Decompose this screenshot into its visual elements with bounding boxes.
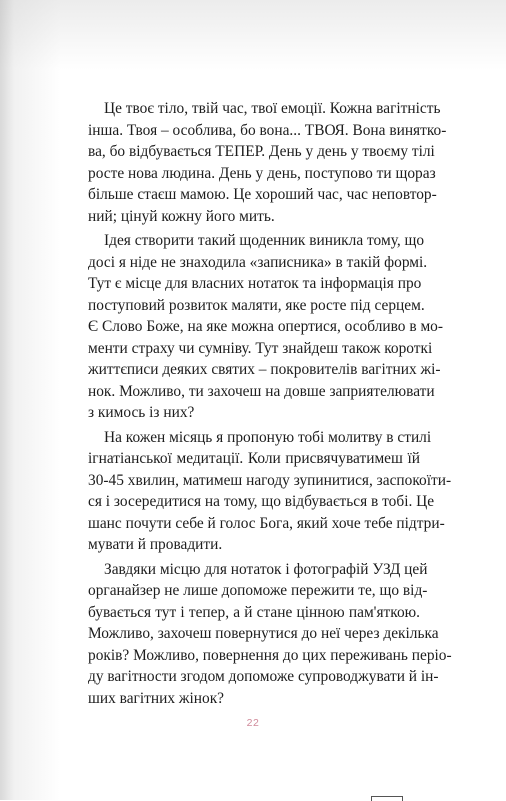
paragraph-line: Завдяки місцю для нотаток і фотографій УЗД цей [104, 560, 428, 578]
paragraph-line: життєписи деяких святих – покровителів вагітних жі- [88, 361, 441, 378]
paragraph-line: ших вагітних жінок? [88, 689, 225, 707]
paragraph-line: Тут є місце для власних нотаток та інформація про [88, 275, 422, 292]
paragraph-line: років? Можливо, повернення до цих переживань періо- [88, 646, 452, 664]
paragraph-line: На кожен місяць я пропоную тобі молитву в стилі [104, 428, 432, 446]
paragraph-line: ва, бо відбувається ТЕПЕР. День у день у твоєму тілі [88, 143, 435, 160]
paragraph-4 [88, 559, 452, 710]
paragraph-1 [88, 98, 447, 227]
paragraph-line: ся і зосередитися на тому, що відбувається в тобі. Це [88, 493, 435, 510]
page-number: 22 [246, 717, 260, 729]
paragraph-line: росте нова людина. День у день, поступово ти щораз [88, 164, 436, 182]
paragraph-line: з кимось із них? [88, 404, 195, 421]
paragraph-line: Ідея створити такий щоденник виникла тому, що [104, 232, 425, 249]
paragraph-line: Можливо, захочеш повернутися до неї через декілька [88, 625, 439, 642]
paragraph-line: менти страху чи сумніву. Тут знайдеш також короткі [88, 339, 433, 357]
body-text [88, 98, 452, 709]
paragraph-line: ігнатіанської медитації. Коли присвячуватимеш їй [88, 450, 420, 467]
paragraph-line: більше стаєш мамою. Це хороший час, час неповтор- [88, 186, 437, 203]
paragraph-line: шанс почути себе й голос Бога, який хоче тебе підтри- [88, 514, 445, 532]
paragraph-line: бувається тут і тепер, а й стане цінною пам'яткою. [88, 603, 420, 621]
paragraph-line: ний; цінуй кожну його мить. [88, 207, 275, 225]
paragraph-line: інша. Твоя – особлива, бо вона... ТВОЯ. Вона винятко- [88, 121, 447, 139]
paragraph-line: мувати й провадити. [88, 536, 223, 553]
paragraph-line: 30-45 хвилин, матимеш нагоду зупинитися, заспокоїти- [88, 471, 452, 489]
paragraph-line: ду вагітности згодом допоможе супроводжувати й ін- [88, 668, 439, 685]
paragraph-line: поступовий розвиток маляти, яке росте під серцем. [88, 296, 425, 314]
paragraph-line: органайзер не лише допоможе пережити те, що від- [88, 582, 428, 599]
paragraph-2 [88, 230, 443, 424]
paragraph-line: нок. Можливо, ти захочеш на довше заприятелювати [88, 382, 435, 400]
paragraph-3 [88, 427, 452, 556]
page-corner-mark [371, 796, 403, 801]
paragraph-line: досі я ніде не знаходила «записника» в такій формі. [88, 253, 428, 271]
paragraph-line: Є Слово Боже, на яке можна опертися, особливо в мо- [88, 318, 443, 335]
paragraph-line: Це твоє тіло, твій час, твої емоції. Кожна вагітність [104, 100, 441, 117]
